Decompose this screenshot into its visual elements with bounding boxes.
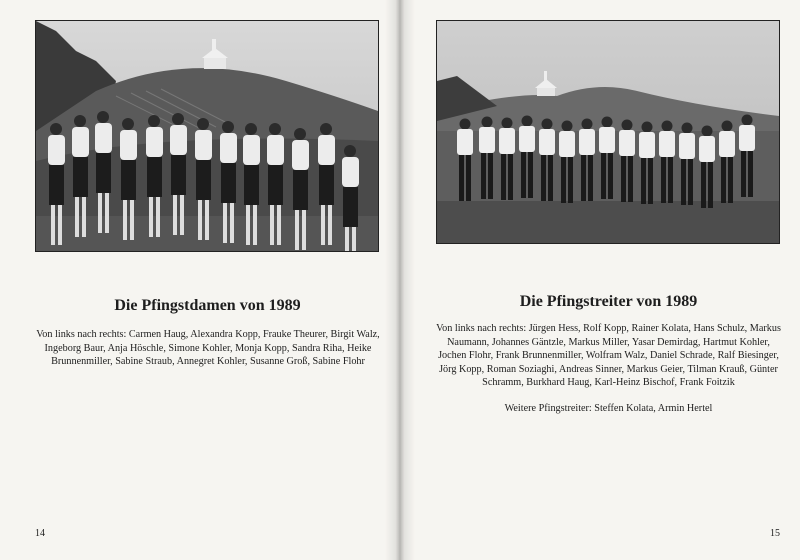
- additional-riders-line: Weitere Pfingstreiter: Steffen Kolata, Armin Hertel: [504, 403, 713, 414]
- caption-names-pfingstreiter: Von links nach rechts: Jürgen Hess, Rolf Kopp, Rainer Kolata, Hans Schulz, Markus Naumann, Johannes Gäntzle, Markus Miller, Yasar Demirdag, Hartmut Kohler, Jochen Flohr, Frank Brunnenmiller, Wolfram Walz, Daniel Schrade, Ralf Biesinger, Jörg Kopp, Roman Soziaghi, Andreas Sinner, Markus Geier, Tilman Krauß, Günter Schramm, Burkhard Haug, Karl-Heinz Bischof, Frank Foitzik: [436, 323, 781, 388]
- caption-title-pfingstreiter: Die Pfingstreiter von 1989: [519, 293, 698, 310]
- caption-names-pfingstdamen: Von links nach rechts: Carmen Haug, Alexandra Kopp, Frauke Theurer, Birgit Walz, Ingeborg Baur, Anja Höschle, Simone Kohler, Monja Kopp, Sandra Riha, Heike Brunnenmiller, Sabine Straub, Annegret Kohler, Susanne Groß, Sabine Flohr: [36, 329, 380, 367]
- page-number-left: 14: [35, 528, 45, 539]
- page-number-right: 15: [770, 528, 780, 539]
- group-photo-pfingstdamen: [35, 20, 379, 252]
- group-photo-pfingstreiter: [436, 20, 780, 244]
- caption-title-pfingstdamen: Die Pfingstdamen von 1989: [114, 297, 301, 314]
- book-gutter: [385, 0, 415, 560]
